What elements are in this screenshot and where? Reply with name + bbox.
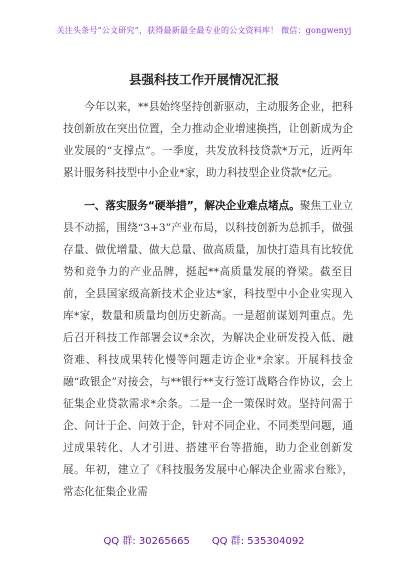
section-heading-1: 一、落实服务“硬举措”，解决企业难点堵点。 xyxy=(84,200,300,212)
header-banner: 关注头条号“公文研究”，获得最新最全最专业的公文资料库！ 微信：gongwenyj xyxy=(56,26,352,35)
footer-qq-group-1: QQ 群: 30265665 xyxy=(103,536,190,547)
document-body xyxy=(63,96,353,503)
footer xyxy=(0,532,408,547)
document-title: 县强科技工作开展情况汇报 xyxy=(128,72,279,87)
paragraph-section-1 xyxy=(63,195,353,503)
paragraph-intro: 今年以来，**县始终坚持创新驱动，主动服务企业，把科技创新放在突出位置，全力推动企业增速换挡，让创新成为企业发展的“支撑点”。一季度，共发放科技贷款*万元，近两年累计服务科技型中小企业*家，助力科技型企业贷款*亿元。 xyxy=(63,101,353,179)
section-body-1: 聚焦工业立县不动摇，围绕“3+3”产业布局，以科技创新为总抓手，做强存量、做优增量、做大总量、做高质量，加快打造具有比较优势和竞争力的产业品牌，挺起**高质量发展的脊梁。截至目前，全县国家级高新技术企业达*家，科技型中小企业实现入库*家，数量和质量均创历史新高。一是超前谋划判重点。先后召开科技工作部署会议*余次，为解决企业研发投入低、融资难、科技成果转化慢等问题走访企业*余家。开展科技金融“政银企”对接会，与**银行**支行签订战略合作协议，会上征集企业贷款需求*余条。二是一企一策保时效。坚持问需于企、问计于企、问效于企，针对不同企业、不同类型问题，通过成果转化、人才引进、搭建平台等措施，助力企业创新发展。年初，建立了《科技服务发展中心解决企业需求台账》，常态化征集企业需 xyxy=(63,200,353,498)
footer-qq-group-2: QQ 群: 535304092 xyxy=(211,536,305,547)
